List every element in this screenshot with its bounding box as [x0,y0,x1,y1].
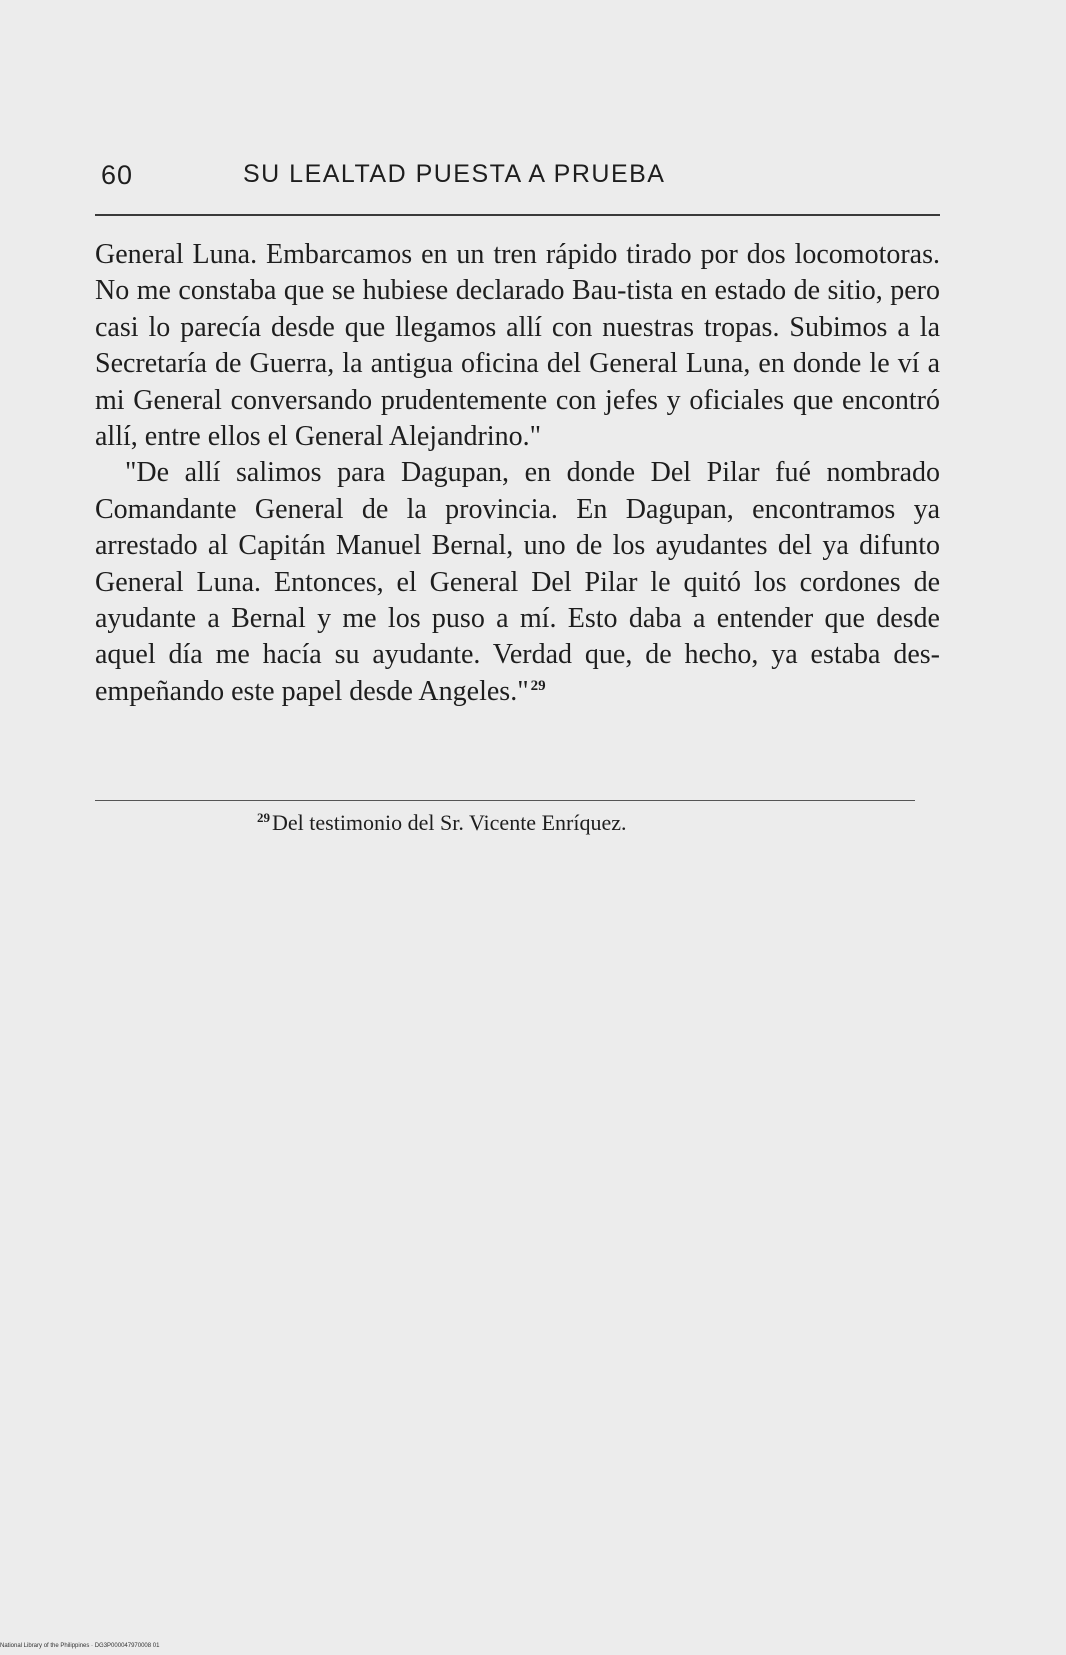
paragraph-2-text: "De allí salimos para Dagupan, en donde Del Pilar fué nombrado Comandante General de la provincia. En Dagupan, encontramos ya arrestado al Capitán Manuel Bernal, uno de los ayudantes del ya difunto General Luna. Entonces, el General Del Pilar le quitó los cordones de ayudante a Bernal y me los puso a mí. Esto daba a entender que desde aquel día me hacía su ayudante. Verdad que, de hecho, ya estaba des-empeñando este papel desde Angeles." [95,457,940,707]
paragraph-2 [95,455,940,710]
paragraph-1 [95,237,940,455]
header-rule [95,214,940,216]
page-number: 60 [101,160,134,190]
footnote-rule [95,800,915,801]
running-title: SU LEALTAD PUESTA A PRUEBA [243,160,666,188]
paragraph-1-text: General Luna. Embarcamos en un tren rápido tirado por dos locomotoras. No me constaba que se hubiese declarado Bau-tista en estado de sitio, pero casi lo parecía desde que llegamos allí con nuestras tropas. Subimos a la Secretaría de Guerra, la antigua oficina del General Luna, en donde le ví a mi General conversando prudentemente con jefes y oficiales que encontró allí, entre ellos el General Alejandrino." [95,239,940,453]
footnote-text: Del testimonio del Sr. Vicente Enríquez. [272,810,627,835]
footnote-number: 29 [257,809,270,825]
scan-credit: National Library of the Philippines · DG3P000047970008 01 [0,1643,160,1649]
running-head [95,160,940,196]
footnote [257,810,626,836]
body-text [95,237,940,710]
footnote-reference[interactable]: 29 [530,677,546,694]
